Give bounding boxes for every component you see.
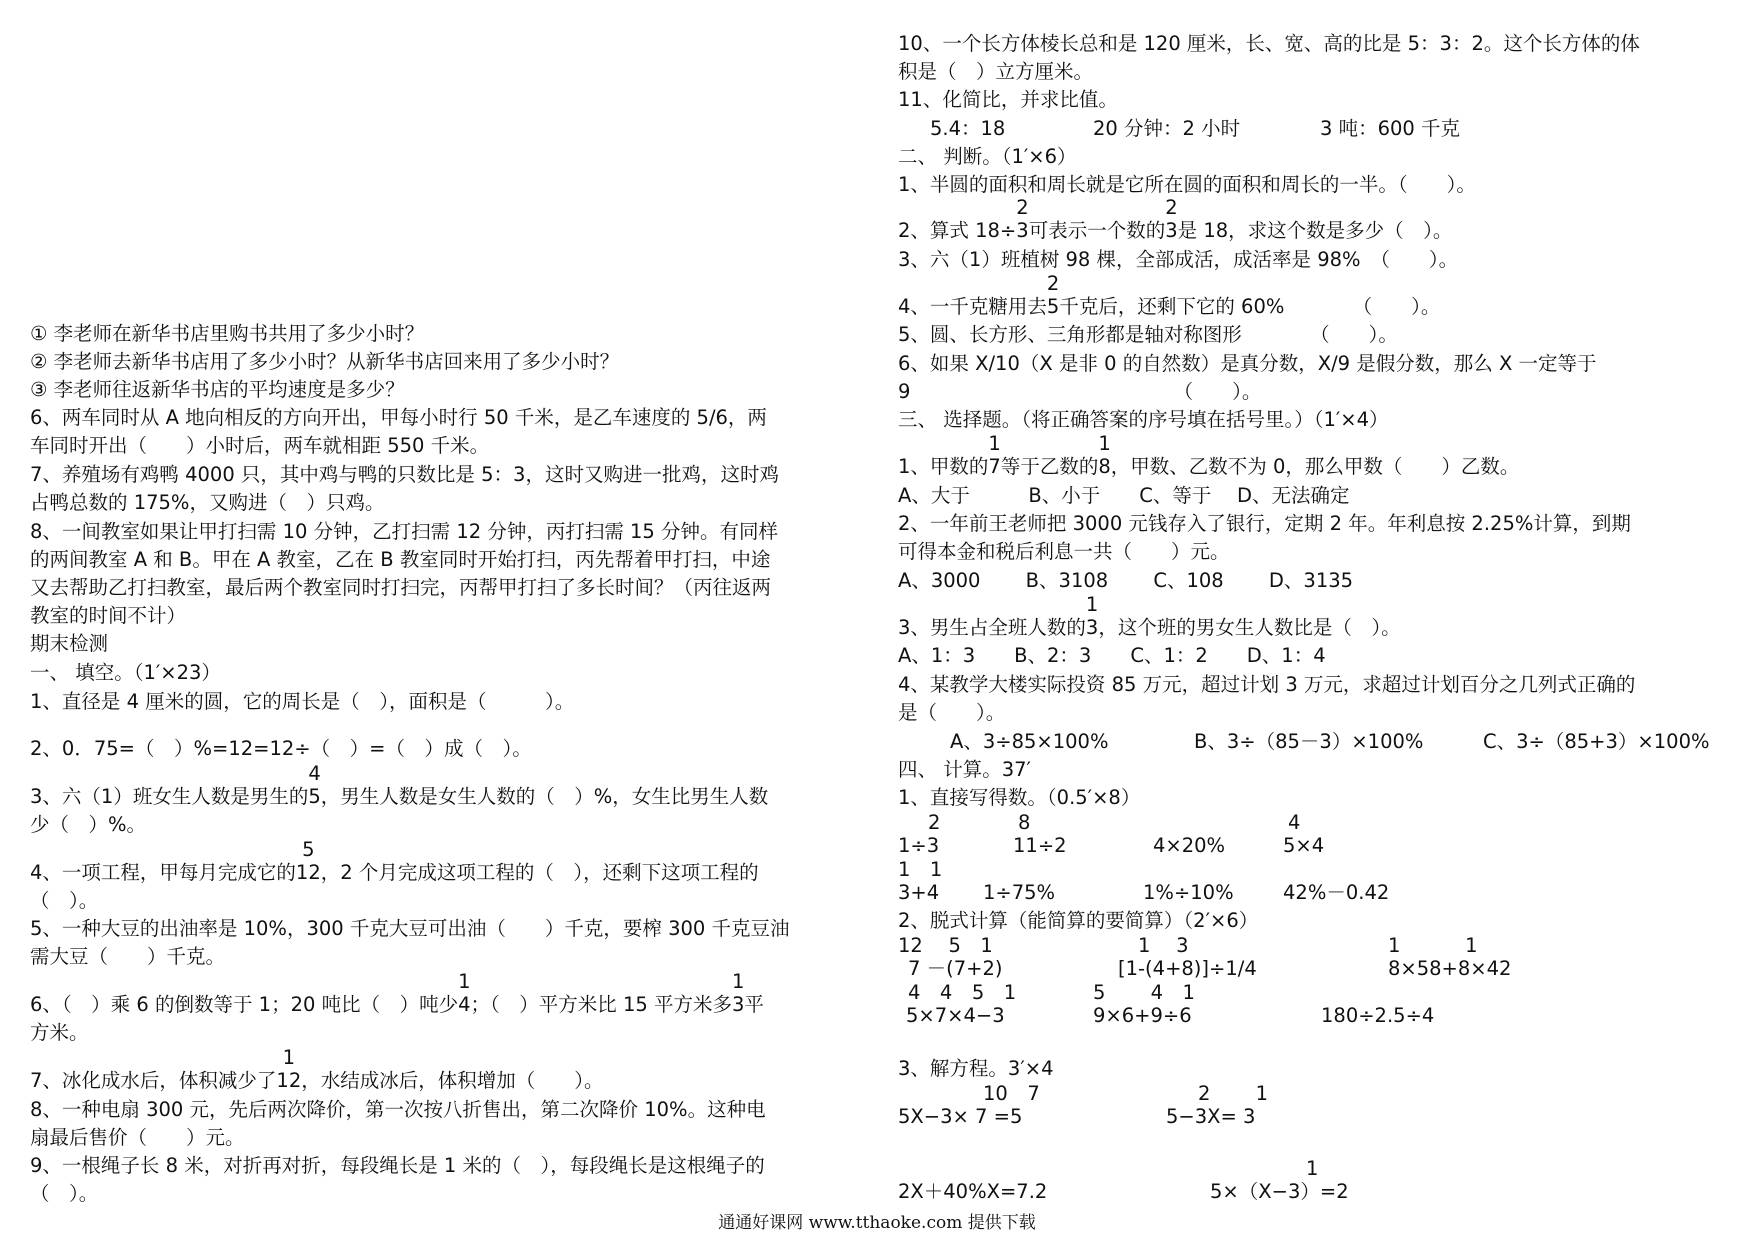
expression: [1-(4+8)]÷1/4 [1118, 957, 1257, 980]
choice-3 [898, 593, 1728, 640]
text: ，水结成冰后，体积增加（ ）。 [301, 1069, 604, 1092]
choice-1 [898, 432, 1728, 479]
calc-3: 3、解方程。3′×4 [898, 1057, 1054, 1080]
text: 1、甲数的 [898, 455, 989, 478]
fraction [988, 432, 1001, 479]
text: 3、男生占全班人数的 [898, 616, 1086, 639]
choice-4: 是（ ）。 [898, 701, 1006, 724]
problem-6-line: 车同时开出（ ）小时后，两车就相距 550 千米。 [30, 434, 490, 457]
question-line: ③ 李老师往返新华书店的平均速度是多少？ [30, 378, 405, 401]
text: 6、（ ）乘 6 的倒数等于 1；20 吨比（ ）吨少 [30, 993, 459, 1016]
question-line: ① 李老师在新华书店里购书共用了多少小时？ [30, 322, 425, 345]
fill-9-line: （ ）。 [30, 1182, 99, 1205]
fill-8-line: 扇最后售价（ ）元。 [30, 1126, 245, 1149]
denominator: 7 [988, 455, 1001, 478]
numerator: 1 [1098, 432, 1111, 455]
numerator: 1 [282, 1046, 296, 1069]
fraction [1085, 593, 1099, 640]
text: ，甲数、乙数不为 0，那么甲数（ ）乙数。 [1110, 455, 1520, 478]
fill-4-line [30, 838, 865, 885]
fill-8-line: 8、一种电扇 300 元，先后两次降价，第一次按八折售出，第二次降价 10%。这种电 [30, 1098, 766, 1121]
numerator: 1 [1085, 593, 1099, 616]
fraction [1165, 196, 1178, 243]
option: B、3÷（85－3）×100% [1194, 730, 1424, 753]
text: ，这个班的男女生人数比是（ ）。 [1098, 616, 1401, 639]
expression: 1%÷10% [1143, 881, 1234, 904]
expression: 7 －(7+2) [908, 957, 1003, 980]
fill-10-line: 10、一个长方体棱长总和是 120 厘米，长、宽、高的比是 5：3：2。这个长方体的体 [898, 32, 1640, 55]
fill-3-line: 少（ ）%。 [30, 813, 147, 836]
denominator: 5 [308, 785, 321, 808]
numerator: 1 [1306, 1157, 1319, 1180]
denominator: 3 [1085, 616, 1099, 639]
denominator: 12 [276, 1069, 302, 1092]
fill-5-line: 5、一种大豆的出油率是 10%，300 千克大豆可出油（ ）千克，要榨 300 千克豆油 [30, 917, 790, 940]
numerator: 1 [988, 432, 1001, 455]
option: C、3÷（85+3）×100% [1483, 730, 1710, 753]
expression: 5×7×4−3 [906, 1004, 1005, 1027]
fraction [731, 970, 745, 1017]
expression: 9×6+9÷6 [1093, 1004, 1192, 1027]
numerator: 1 3 [1138, 934, 1189, 957]
judge-4 [898, 272, 1728, 319]
ratio-item: 5.4：18 [930, 117, 1006, 140]
expression: 4×20% [1153, 834, 1226, 857]
fill-4-line: （ ）。 [30, 889, 99, 912]
fraction [458, 970, 471, 1017]
exam-title: 期末检测 [30, 632, 109, 655]
numerator: 2 [1046, 272, 1060, 295]
fill-2: 2、0．75=（ ）%=12=12÷（ ）=（ ）成（ ）。 [30, 737, 532, 760]
text: 千克后，还剩下它的 60% （ ）。 [1059, 295, 1441, 318]
ratio-item: 3 吨：600 千克 [1320, 117, 1461, 140]
text: 4、一项工程，甲每月完成它的 [30, 861, 296, 884]
denominator: 3 [1165, 219, 1178, 242]
judge-6: 9 （ ）。 [898, 380, 1262, 403]
judge-3: 3、六（1）班植树 98 棵，全部成活，成活率是 98% （ ）。 [898, 248, 1459, 271]
text: 平 [744, 993, 764, 1016]
fill-6-line: 方米。 [30, 1021, 89, 1044]
denominator: 3 [1016, 219, 1029, 242]
expression: 1÷75% [983, 881, 1056, 904]
question-line: ② 李老师去新华书店用了多少小时？从新华书店回来用了多少小时？ [30, 350, 620, 373]
choice-2: 可得本金和税后利息一共（ ）元。 [898, 540, 1230, 563]
expression: 5×4 [1283, 834, 1325, 857]
section-heading: 二、 判断。（1′×6） [898, 145, 1077, 168]
option: A、3÷85×100% [950, 730, 1109, 753]
expression: 3+4 [898, 881, 940, 904]
numerator: 4 [1288, 811, 1301, 834]
denominator: 12 [295, 861, 321, 884]
denominator: 5 [1046, 295, 1060, 318]
fill-9-line: 9、一根绳子长 8 米，对折再对折，每段绳长是 1 米的（ ），每段绳长是这根绳子的 [30, 1154, 765, 1177]
numerator: 1 1 [1388, 934, 1478, 957]
fill-10-line: 积是（ ）立方厘米。 [898, 60, 1094, 83]
numerator: 5 [302, 838, 315, 861]
expression: 8×58+8×42 [1388, 957, 1512, 980]
choice-options: A、1：3 B、2：3 C、1：2 D、1：4 [898, 644, 1326, 667]
problem-8-line: 的两间教室 A 和 B。甲在 A 教室，乙在 B 教室同时开始打扫，丙先帮着甲打扫，中途 [30, 548, 771, 571]
problem-7-line: 占鸭总数的 175%，又购进（ ）只鸡。 [30, 491, 385, 514]
problem-8-line: 教室的时间不计） [30, 604, 187, 627]
expression: 11÷2 [1013, 834, 1067, 857]
numerator: 5 4 1 [1093, 981, 1195, 1004]
denominator: 4 [458, 993, 471, 1016]
choice-4: 4、某教学大楼实际投资 85 万元，超过计划 3 万元，求超过计划百分之几列式正确的 [898, 673, 1636, 696]
text: ；（ ）平方米比 15 平方米多 [470, 993, 732, 1016]
calc-2: 2、脱式计算（能简算的要简算）（2′×6） [898, 909, 1259, 932]
fraction [308, 762, 321, 809]
judge-1: 1、半圆的面积和周长就是它所在圆的面积和周长的一半。（ ）。 [898, 173, 1476, 196]
equation: 5X−3× 7 =5 [898, 1105, 1023, 1128]
text: 3、六（1）班女生人数是男生的 [30, 785, 309, 808]
problem-6-line: 6、两车同时从 A 地向相反的方向开出，甲每小时行 50 千米，是乙车速度的 5/6，两 [30, 406, 767, 429]
problem-8-line: 8、一间教室如果让甲打扫需 10 分钟，乙打扫需 12 分钟，丙打扫需 15 分钟。有同样 [30, 520, 779, 543]
equation: 5−3X= 3 [1166, 1105, 1256, 1128]
fill-3-line [30, 762, 865, 809]
footer-credit: 通通好课网 www.tthaoke.com 提供下载 [718, 1213, 1036, 1233]
expression: 42%－0.42 [1283, 881, 1390, 904]
text: ，男生人数是女生人数的（ ）%，女生比男生人数 [320, 785, 769, 808]
choice-2: 2、一年前王老师把 3000 元钱存入了银行，定期 2 年。年利息按 2.25%计算，到期 [898, 512, 1631, 535]
judge-5: 5、圆、长方形、三角形都是轴对称图形 （ ）。 [898, 323, 1398, 346]
numerator: 10 7 [983, 1082, 1040, 1105]
equation: 5×（X−3）=2 [1210, 1180, 1349, 1203]
text: 4、一千克糖用去 [898, 295, 1047, 318]
section-heading: 三、 选择题。（将正确答案的序号填在括号里。）（1′×4） [898, 408, 1389, 431]
judge-2 [898, 196, 1728, 243]
text: 7、冰化成水后，体积减少了 [30, 1069, 277, 1092]
numerator: 8 [1018, 811, 1031, 834]
fill-1: 1、直径是 4 厘米的圆，它的周长是（ ），面积是（ ）。 [30, 690, 575, 713]
section-heading: 四、 计算。37′ [898, 758, 1031, 781]
expression: 1÷3 [898, 834, 940, 857]
fraction [1016, 196, 1029, 243]
numerator: 1 [731, 970, 745, 993]
fill-6-line [30, 970, 865, 1017]
denominator: 3 [731, 993, 745, 1016]
text: 是 18，求这个数是多少（ ）。 [1177, 219, 1453, 242]
numerator: 1 1 [898, 858, 943, 881]
fill-11: 11、化简比，并求比值。 [898, 88, 1118, 111]
text: 2、算式 18÷ [898, 219, 1017, 242]
section-heading: 一、 填空。（1′×23） [30, 661, 221, 684]
numerator: 2 [1165, 196, 1178, 219]
problem-8-line: 又去帮助乙打扫教室，最后两个教室同时打扫完，丙帮甲打扫了多长时间？（丙往返两 [30, 576, 772, 599]
fraction [1046, 272, 1060, 319]
judge-6: 6、如果 X/10（X 是非 0 的自然数）是真分数，X/9 是假分数，那么 X 一定等于 [898, 352, 1597, 375]
numerator: 4 [308, 762, 321, 785]
fraction [295, 838, 321, 885]
numerator: 4 4 5 1 [908, 981, 1017, 1004]
problem-7-line: 7、养殖场有鸡鸭 4000 只，其中鸡与鸭的只数比是 5：3，这时又购进一批鸡，这时鸡 [30, 463, 779, 486]
ratio-item: 20 分钟：2 小时 [1093, 117, 1241, 140]
fill-7-line [30, 1046, 865, 1093]
choice-options: A、3000 B、3108 C、108 D、3135 [898, 569, 1354, 592]
denominator: 8 [1098, 455, 1111, 478]
fraction [1098, 432, 1111, 479]
numerator: 2 [1016, 196, 1029, 219]
text: ，2 个月完成这项工程的（ ），还剩下这项工程的 [320, 861, 759, 884]
fill-5-line: 需大豆（ ）千克。 [30, 945, 226, 968]
numerator: 2 1 [1198, 1082, 1269, 1105]
expression: 180÷2.5÷4 [1321, 1004, 1435, 1027]
calc-1: 1、直接写得数。（0.5′×8） [898, 786, 1141, 809]
equation: 2X＋40%X=7.2 [898, 1180, 1048, 1203]
numerator: 2 [928, 811, 941, 834]
text: 可表示一个数的 [1028, 219, 1166, 242]
choice-options: A、大于 B、小于 C、等于 D、无法确定 [898, 484, 1350, 507]
numerator: 1 [458, 970, 471, 993]
text: 等于乙数的 [1000, 455, 1099, 478]
numerator: 12 5 1 [898, 934, 993, 957]
fraction [276, 1046, 302, 1093]
